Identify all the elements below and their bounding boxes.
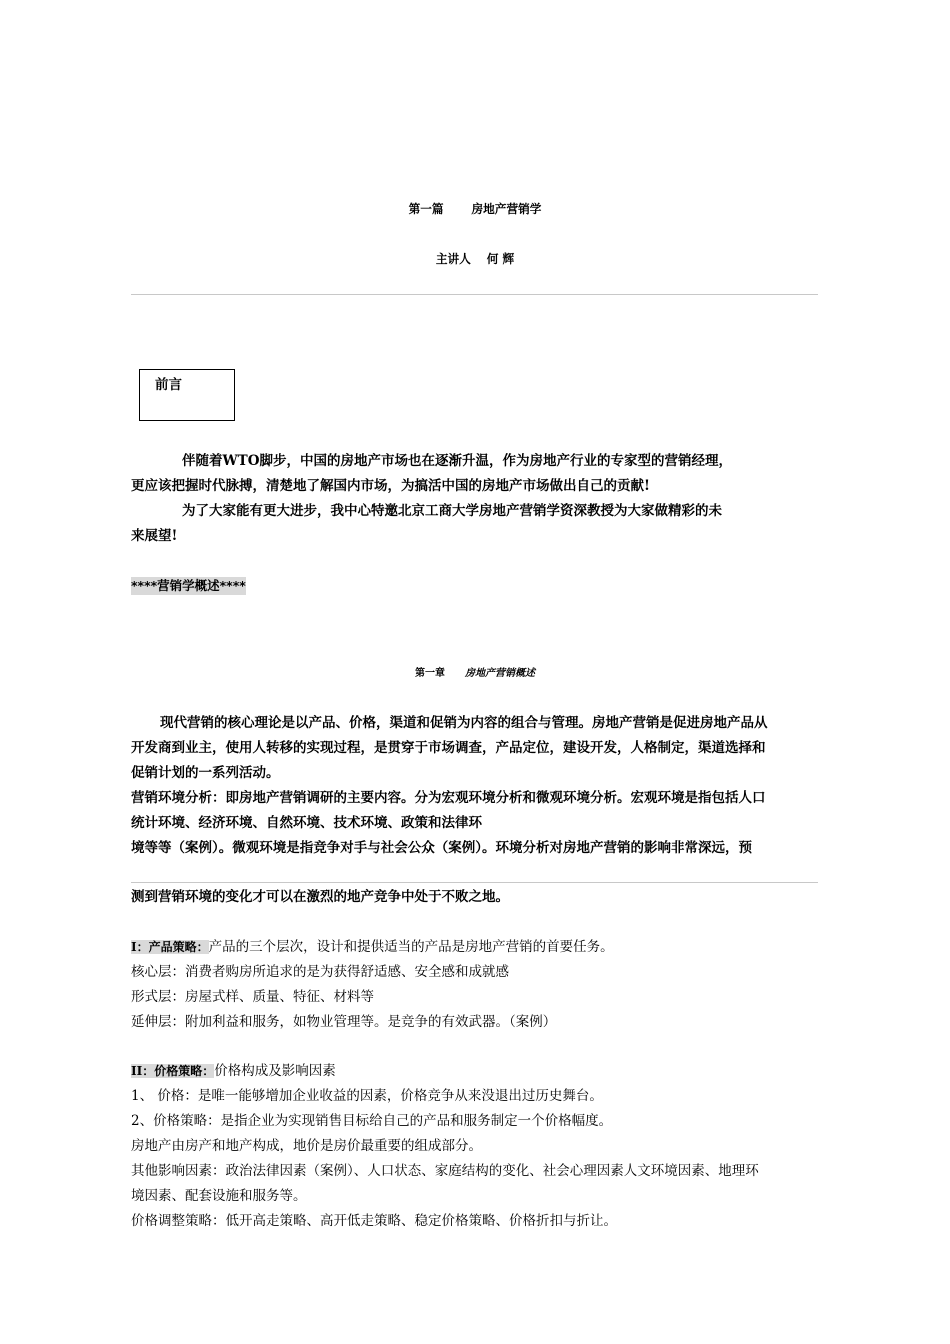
env-line2: 统计环境、经济环境、自然环境、技术环境、政策和法律环 (131, 815, 482, 831)
product-strategy-label: I：产品策略： (131, 940, 209, 954)
chapter-title: 房地产营销概述 (465, 668, 535, 679)
env-line4: 测到营销环境的变化才可以在激烈的地产竞争中处于不败之地。 (131, 889, 509, 905)
section-marker: ****营销学概述**** (131, 578, 246, 593)
intro-line2: 开发商到业主，使用人转移的实现过程，是贯穿于市场调查，产品定位，建设开发，人格制定，渠道选择和 (131, 740, 766, 756)
intro-line3: 促销计划的一系列活动。 (131, 765, 280, 781)
chapter-number: 第一章 (415, 668, 445, 679)
preface-p1-line2: 更应该把握时代脉搏，清楚地了解国内市场，为搞活中国的房地产市场做出自己的贡献! (131, 478, 650, 494)
header-divider (131, 294, 818, 295)
price-item2: 2、价格策略：是指企业为实现销售目标给自己的产品和服务制定一个价格幅度。 (131, 1113, 613, 1129)
product-extended: 延伸层：附加利益和服务，如物业管理等。是竞争的有效武器。（案例） (131, 1014, 557, 1030)
preface-p2-line2: 来展望! (131, 528, 178, 544)
preface-box (139, 369, 235, 421)
preface-p2-line1: 为了大家能有更大进步，我中心特邀北京工商大学房地产营销学资深教授为大家做精彩的未 (182, 503, 722, 519)
lecturer-label: 主讲人 (435, 252, 471, 266)
intro-line1: 现代营销的核心理论是以产品、价格，渠道和促销为内容的组合与管理。房地产营销是促进房地产品从 (160, 715, 768, 731)
price-other-line1: 其他影响因素：政治法律因素（案例）、人口状态、家庭结构的变化、社会心理因素人文环境因素、地理环 (131, 1163, 759, 1179)
price-strategy-label: II：价格策略： (131, 1064, 215, 1078)
document-title (0, 200, 950, 218)
price-strategy-line (131, 1062, 336, 1080)
lecturer-line (0, 250, 950, 268)
preface-label: 前言 (155, 377, 182, 393)
price-composition: 房地产由房产和地产构成，地价是房价最重要的组成部分。 (131, 1138, 482, 1154)
title-part: 第一篇 (408, 202, 444, 216)
preface-p1-line1: 伴随着WTO脚步，中国的房地产市场也在逐渐升温，作为房地产行业的专家型的营销经理， (182, 453, 732, 469)
price-item1: 1、 价格：是唯一能够增加企业收益的因素，价格竞争从来没退出过历史舞台。 (131, 1088, 603, 1104)
page-break-divider (131, 882, 818, 883)
env-line3: 境等等（案例）。微观环境是指竞争对手与社会公众（案例）。环境分析对房地产营销的影响非常深远，预 (131, 840, 752, 856)
product-strategy-intro: 产品的三个层次，设计和提供适当的产品是房地产营销的首要任务。 (208, 939, 614, 955)
title-name: 房地产营销学 (471, 202, 542, 216)
env-line1: 营销环境分析：即房地产营销调研的主要内容。分为宏观环境分析和微观环境分析。宏观环境是指包括人口 (131, 790, 766, 806)
product-form: 形式层：房屋式样、质量、特征、材料等 (131, 989, 374, 1005)
product-core: 核心层：消费者购房所追求的是为获得舒适感、安全感和成就感 (131, 964, 509, 980)
lecturer-name: 何 辉 (486, 252, 515, 266)
price-strategy-intro: 价格构成及影响因素 (214, 1063, 336, 1079)
price-other-line2: 境因素、配套设施和服务等。 (131, 1188, 307, 1204)
product-strategy-line (131, 938, 614, 956)
price-adjust: 价格调整策略：低开高走策略、高开低走策略、稳定价格策略、价格折扣与折让。 (131, 1213, 617, 1229)
chapter-heading (0, 667, 950, 681)
